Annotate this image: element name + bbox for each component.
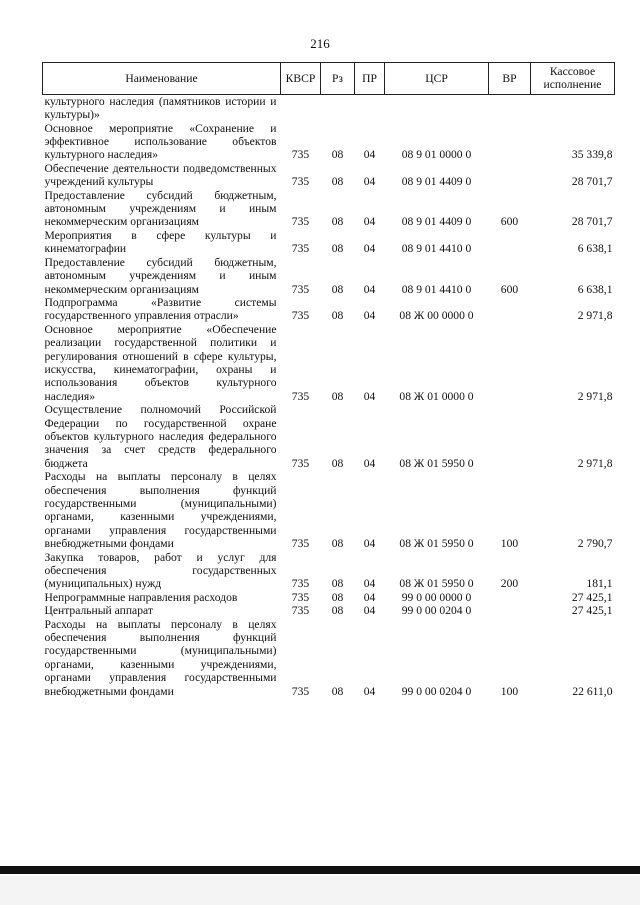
table-row <box>43 591 615 604</box>
page-number: 216 <box>310 36 330 51</box>
header-amount: Кассовое исполнение <box>531 63 615 95</box>
cell-rz: 08 <box>331 456 344 470</box>
cell-vr: 600 <box>500 215 519 229</box>
cell-amount: 6 638,1 <box>577 242 613 256</box>
cell-rz: 08 <box>331 684 344 698</box>
cell-vr: 100 <box>500 684 519 698</box>
cell-pr: 04 <box>363 242 376 256</box>
cell-rz <box>321 94 355 121</box>
cell-vr: 200 <box>500 577 519 591</box>
cell-name: Основное мероприятие «Обеспечение реализации государственной политики и регулирования отношений в сфере культуры, искусства, кинематографии, охраны и использования объектов культурного наследия» <box>44 322 277 403</box>
cell-amount: 28 701,7 <box>571 215 613 229</box>
cell-kvsr: 735 <box>291 175 310 189</box>
cell-amount: 2 971,8 <box>577 389 613 403</box>
cell-csr: 08 9 01 0000 0 <box>401 148 472 162</box>
cell-pr: 04 <box>363 456 376 470</box>
cell-kvsr: 735 <box>291 389 310 403</box>
cell-pr: 04 <box>363 175 376 189</box>
cell-csr: 08 Ж 01 5950 0 <box>399 456 474 470</box>
cell-rz: 08 <box>331 242 344 256</box>
cell-vr <box>489 296 531 323</box>
cell-csr: 08 9 01 4410 0 <box>401 242 472 256</box>
cell-name: Предоставление субсидий бюджетным, автономным учреждениям и иным некоммерческим организациям <box>44 255 277 296</box>
cell-csr: 08 Ж 01 5950 0 <box>399 577 474 591</box>
header-pr: ПР <box>355 63 385 95</box>
cell-rz: 08 <box>331 309 344 323</box>
cell-amount <box>531 94 615 121</box>
cell-kvsr: 735 <box>291 604 310 618</box>
cell-kvsr: 735 <box>291 577 310 591</box>
cell-name: Обеспечение деятельности подведомственных учреждений культуры <box>44 161 277 189</box>
cell-name: Расходы на выплаты персоналу в целях обеспечения выполнения функций государственными (муниципальными) органами, казенными учреждениями, органами управления государственными внебюджетными фондами <box>44 617 277 698</box>
cell-rz: 08 <box>331 175 344 189</box>
cell-amount: 27 425,1 <box>571 590 613 604</box>
cell-pr: 04 <box>363 309 376 323</box>
cell-kvsr: 735 <box>291 215 310 229</box>
cell-kvsr <box>281 94 321 121</box>
budget-table <box>42 62 615 698</box>
scan-edge-strip <box>0 876 640 905</box>
cell-rz: 08 <box>331 577 344 591</box>
cell-name: Закупка товаров, работ и услуг для обеспечения государственных (муниципальных) нужд <box>44 550 277 591</box>
table-row <box>43 403 615 470</box>
cell-kvsr: 735 <box>291 684 310 698</box>
table-row <box>43 122 615 162</box>
cell-kvsr: 735 <box>291 590 310 604</box>
cell-csr <box>385 94 489 121</box>
cell-csr: 08 Ж 01 0000 0 <box>399 389 474 403</box>
cell-pr: 04 <box>363 537 376 551</box>
cell-amount: 6 638,1 <box>577 282 613 296</box>
cell-amount: 35 339,8 <box>571 148 613 162</box>
cell-csr: 99 0 00 0204 0 <box>401 604 472 618</box>
table-header-row <box>43 63 615 95</box>
cell-amount: 2 971,8 <box>577 309 613 323</box>
cell-kvsr: 735 <box>291 242 310 256</box>
cell-pr: 04 <box>363 389 376 403</box>
header-csr: ЦСР <box>385 63 489 95</box>
cell-pr: 04 <box>363 282 376 296</box>
cell-pr: 04 <box>363 148 376 162</box>
cell-csr: 08 Ж 01 5950 0 <box>399 537 474 551</box>
cell-name: культурного наследия (памятников истории и культуры)» <box>44 94 277 122</box>
cell-rz: 08 <box>331 537 344 551</box>
cell-rz: 08 <box>331 604 344 618</box>
cell-rz: 08 <box>331 215 344 229</box>
table-row <box>43 162 615 189</box>
cell-kvsr: 735 <box>291 282 310 296</box>
cell-kvsr: 735 <box>291 456 310 470</box>
table-row <box>43 229 615 256</box>
cell-csr: 08 9 01 4409 0 <box>401 215 472 229</box>
cell-amount: 2 971,8 <box>577 456 613 470</box>
cell-vr <box>489 94 531 121</box>
cell-rz: 08 <box>331 590 344 604</box>
table-row <box>43 551 615 591</box>
cell-name: Непрограммные направления расходов <box>44 590 238 604</box>
table-row <box>43 323 615 403</box>
cell-vr <box>489 403 531 470</box>
table-row <box>43 296 615 323</box>
cell-vr <box>489 591 531 604</box>
cell-csr: 08 9 01 4410 0 <box>401 282 472 296</box>
cell-name: Центральный аппарат <box>44 604 153 618</box>
table-row <box>43 470 615 550</box>
cell-kvsr: 735 <box>291 537 310 551</box>
cell-pr: 04 <box>363 604 376 618</box>
cell-csr: 08 Ж 00 0000 0 <box>399 309 474 323</box>
cell-kvsr: 735 <box>291 309 310 323</box>
cell-name: Расходы на выплаты персоналу в целях обеспечения выполнения функций государственными (муниципальными) органами, казенными учреждениями, органами управления государственными внебюджетными фондами <box>44 470 277 551</box>
cell-kvsr: 735 <box>291 148 310 162</box>
cell-amount: 27 425,1 <box>571 604 613 618</box>
cell-vr <box>489 162 531 189</box>
cell-csr: 99 0 00 0000 0 <box>401 590 472 604</box>
table-row <box>43 94 615 121</box>
cell-amount: 181,1 <box>586 577 613 591</box>
cell-name: Основное мероприятие «Сохранение и эффективное использование объектов культурного наследия» <box>44 121 277 162</box>
cell-vr: 100 <box>500 537 519 551</box>
table-row <box>43 604 615 617</box>
table-row <box>43 189 615 229</box>
cell-csr: 08 9 01 4409 0 <box>401 175 472 189</box>
cell-vr <box>489 604 531 617</box>
cell-name: Мероприятия в сфере культуры и кинематографии <box>44 228 277 256</box>
cell-amount: 28 701,7 <box>571 175 613 189</box>
cell-pr: 04 <box>363 590 376 604</box>
cell-amount: 22 611,0 <box>572 684 613 698</box>
header-kvsr: КВСР <box>281 63 321 95</box>
header-name: Наименование <box>43 63 281 95</box>
cell-vr <box>489 323 531 403</box>
scan-edge-bar <box>0 866 640 874</box>
header-rz: Рз <box>321 63 355 95</box>
cell-vr <box>489 122 531 162</box>
table-row <box>43 618 615 698</box>
cell-pr: 04 <box>363 215 376 229</box>
cell-csr: 99 0 00 0204 0 <box>401 684 472 698</box>
cell-pr: 04 <box>363 577 376 591</box>
cell-vr <box>489 229 531 256</box>
cell-pr: 04 <box>363 684 376 698</box>
cell-name: Подпрограмма «Развитие системы государственного управления отрасли» <box>44 295 277 323</box>
cell-rz: 08 <box>331 282 344 296</box>
cell-amount: 2 790,7 <box>577 537 613 551</box>
cell-name: Осуществление полномочий Российской Федерации по государственной охране объектов культурного наследия федерального значения за счет средств федерального бюджета <box>44 403 277 470</box>
cell-rz: 08 <box>331 148 344 162</box>
cell-name: Предоставление субсидий бюджетным, автономным учреждениям и иным некоммерческим организациям <box>44 188 277 229</box>
header-vr: ВР <box>489 63 531 95</box>
cell-pr <box>355 94 385 121</box>
cell-vr: 600 <box>500 282 519 296</box>
cell-rz: 08 <box>331 389 344 403</box>
table-row <box>43 256 615 296</box>
